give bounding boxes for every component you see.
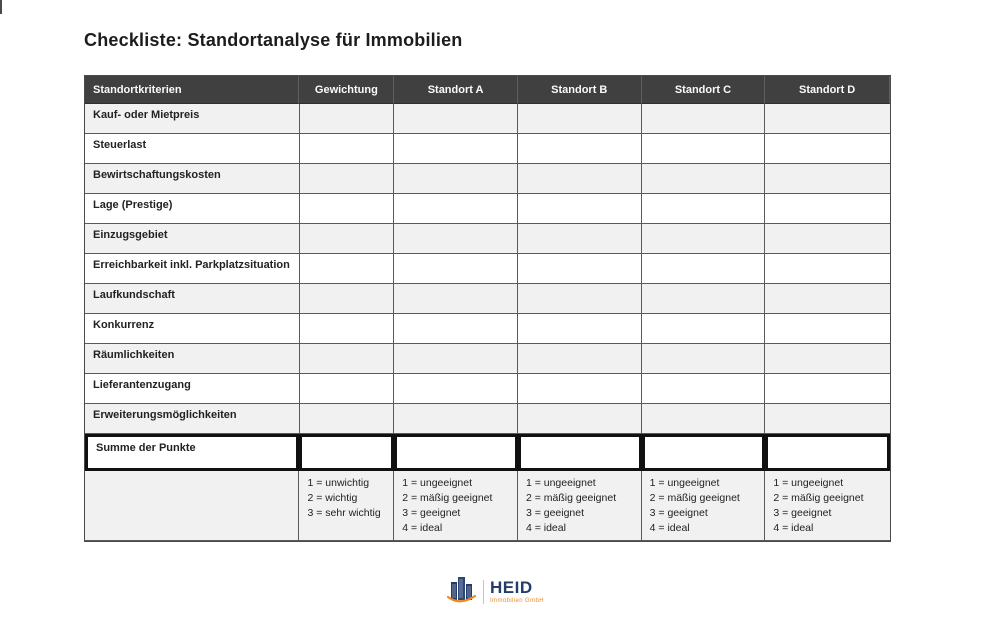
- header-cell-standort-c: Standort C: [642, 76, 766, 104]
- criteria-row: [85, 224, 890, 254]
- legend-line: 2 = mäßig geeignet: [649, 492, 740, 504]
- legend-line: 1 = ungeeignet: [773, 477, 844, 489]
- score-cell: [394, 224, 518, 254]
- legend-line: 2 = mäßig geeignet: [402, 492, 493, 504]
- score-cell: [300, 164, 395, 194]
- score-cell: [518, 224, 642, 254]
- criteria-row: [85, 194, 890, 224]
- table-header-row: [85, 76, 890, 104]
- score-cell: [642, 284, 766, 314]
- score-cell: [300, 194, 395, 224]
- legend-line: 3 = geeignet: [402, 507, 461, 519]
- score-cell: [518, 254, 642, 284]
- brand-logo: [447, 573, 544, 610]
- buildings-icon: [447, 573, 477, 610]
- page-title: Checkliste: Standortanalyse für Immobilien: [84, 30, 463, 50]
- score-cell: [642, 374, 766, 404]
- score-cell: [394, 344, 518, 374]
- score-cell: [765, 134, 890, 164]
- score-cell: [394, 284, 518, 314]
- score-cell: [394, 404, 518, 434]
- score-cell: [394, 104, 518, 134]
- score-cell: [642, 314, 766, 344]
- score-cell: [642, 404, 766, 434]
- legend-line: 1 = ungeeignet: [402, 477, 473, 489]
- sum-cell: [394, 434, 518, 471]
- score-cell: [300, 404, 395, 434]
- score-cell: [300, 284, 395, 314]
- criteria-row: [85, 134, 890, 164]
- score-cell: [300, 344, 395, 374]
- criteria-label: Erreichbarkeit inkl. Parkplatzsituation: [85, 254, 300, 284]
- criteria-label: Laufkundschaft: [85, 284, 300, 314]
- sum-label: Summe der Punkte: [85, 434, 299, 471]
- score-cell: [300, 134, 395, 164]
- footer: [0, 573, 991, 610]
- score-cell: [642, 224, 766, 254]
- score-cell: [765, 104, 890, 134]
- brand-block: [490, 579, 544, 604]
- score-cell: [765, 194, 890, 224]
- score-cell: [765, 404, 890, 434]
- score-cell: [765, 164, 890, 194]
- score-cell: [765, 314, 890, 344]
- score-cell: [518, 134, 642, 164]
- criteria-row: [85, 164, 890, 194]
- legend-cell-gewichtung: [299, 471, 394, 541]
- header-cell-standort-b: Standort B: [518, 76, 642, 104]
- score-cell: [518, 194, 642, 224]
- score-cell: [518, 164, 642, 194]
- brand-tagline: Immobilien GmbH: [489, 598, 544, 604]
- criteria-row: [85, 104, 890, 134]
- header-cell-standort-a: Standort A: [394, 76, 518, 104]
- criteria-row: [85, 404, 890, 434]
- score-cell: [518, 404, 642, 434]
- header-cell-standortkriterien: Standortkriterien: [85, 76, 299, 104]
- score-cell: [642, 104, 766, 134]
- score-cell: [300, 254, 395, 284]
- score-cell: [394, 134, 518, 164]
- legend-line: 4 = ideal: [773, 522, 814, 534]
- score-cell: [642, 164, 766, 194]
- criteria-label: Erweiterungsmöglichkeiten: [85, 404, 300, 434]
- score-cell: [394, 314, 518, 344]
- sum-cell: [299, 434, 394, 471]
- legend-line: 3 = sehr wichtig: [307, 507, 381, 519]
- sum-cell: [518, 434, 642, 471]
- criteria-label: Räumlichkeiten: [85, 344, 300, 374]
- legend-line: 4 = ideal: [649, 522, 690, 534]
- sum-cell: [765, 434, 890, 471]
- score-cell: [642, 194, 766, 224]
- score-cell: [518, 284, 642, 314]
- legend-line: 1 = ungeeignet: [649, 477, 720, 489]
- score-cell: [642, 134, 766, 164]
- criteria-label: Einzugsgebiet: [85, 224, 300, 254]
- legend-cell-standort-c: [642, 471, 766, 541]
- criteria-row: [85, 344, 890, 374]
- legend-line: 2 = wichtig: [307, 492, 358, 504]
- legend-row: [85, 471, 890, 541]
- score-cell: [765, 224, 890, 254]
- header-cell-gewichtung: Gewichtung: [299, 76, 394, 104]
- legend-line: 3 = geeignet: [525, 507, 585, 519]
- score-cell: [765, 254, 890, 284]
- score-cell: [518, 314, 642, 344]
- score-cell: [765, 374, 890, 404]
- legend-line: 4 = ideal: [402, 522, 443, 534]
- legend-line: 2 = mäßig geeignet: [773, 492, 864, 504]
- criteria-label: Lage (Prestige): [85, 194, 300, 224]
- criteria-label: Kauf- oder Mietpreis: [85, 104, 300, 134]
- score-cell: [518, 344, 642, 374]
- score-cell: [394, 254, 518, 284]
- legend-line: 4 = ideal: [525, 522, 566, 534]
- criteria-row: [85, 374, 890, 404]
- criteria-row: [85, 284, 890, 314]
- score-cell: [300, 224, 395, 254]
- criteria-row: [85, 314, 890, 344]
- legend-line: 1 = ungeeignet: [525, 477, 596, 489]
- logo-divider: [483, 580, 484, 604]
- score-cell: [765, 284, 890, 314]
- criteria-row: [85, 254, 890, 284]
- header-cell-standort-d: Standort D: [765, 76, 890, 104]
- score-cell: [300, 104, 395, 134]
- legend-line: 3 = geeignet: [773, 507, 832, 519]
- brand-name: HEID: [489, 578, 533, 597]
- legend-cell-standort-d: [765, 471, 890, 541]
- criteria-label: Steuerlast: [85, 134, 300, 164]
- criteria-label: Konkurrenz: [85, 314, 300, 344]
- legend-cell-standort-a: [394, 471, 518, 541]
- page-edge-artifact: [0, 0, 2, 14]
- sum-row: [85, 434, 890, 471]
- score-cell: [394, 164, 518, 194]
- legend-line: 1 = unwichtig: [307, 477, 370, 489]
- legend-line: 3 = geeignet: [649, 507, 708, 519]
- score-cell: [518, 104, 642, 134]
- score-cell: [300, 314, 395, 344]
- legend-cell-standort-b: [518, 471, 642, 541]
- checklist-table: [84, 75, 891, 542]
- legend-cell-empty: [85, 471, 299, 541]
- score-cell: [642, 254, 766, 284]
- score-cell: [642, 344, 766, 374]
- score-cell: [300, 374, 395, 404]
- score-cell: [394, 194, 518, 224]
- legend-line: 2 = mäßig geeignet: [525, 492, 617, 504]
- criteria-label: Lieferantenzugang: [85, 374, 300, 404]
- score-cell: [765, 344, 890, 374]
- score-cell: [518, 374, 642, 404]
- sum-cell: [642, 434, 766, 471]
- score-cell: [394, 374, 518, 404]
- criteria-label: Bewirtschaftungskosten: [85, 164, 300, 194]
